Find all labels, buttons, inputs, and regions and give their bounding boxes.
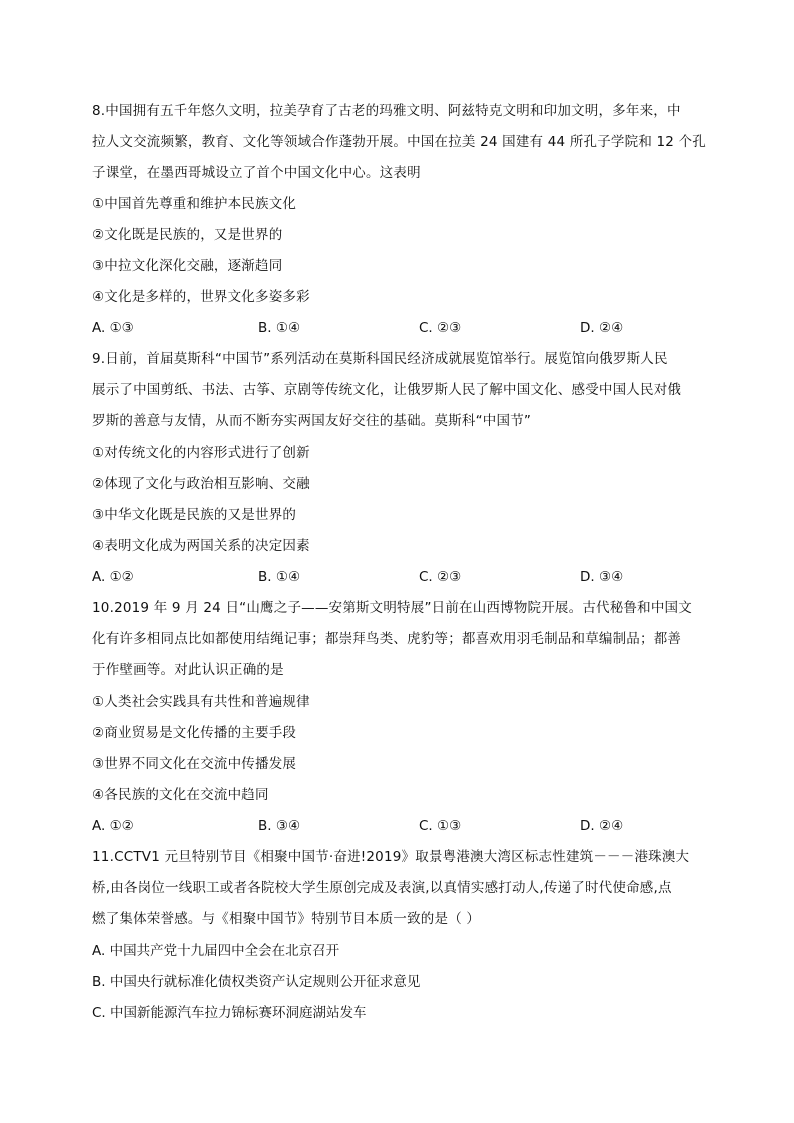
- option-a: A. ①③: [92, 320, 134, 336]
- question-8-statement-3: ③中拉文化深化交融，逐渐趋同: [92, 258, 283, 274]
- question-11-choice-a: A. 中国共产党十九届四中全会在北京召开: [92, 943, 340, 959]
- question-8-stem-line-1: 8.中国拥有五千年悠久文明，拉美孕育了古老的玛雅文明、阿兹特克文明和印加文明，多年来，中: [92, 103, 681, 119]
- question-10-statement-1: ①人类社会实践具有共性和普遍规律: [92, 694, 310, 710]
- question-8-statement-4: ④文化是多样的，世界文化多姿多彩: [92, 289, 310, 305]
- question-10-stem-line-2: 化有许多相同点比如都使用结绳记事；都崇拜鸟类、虎豹等；都喜欢用羽毛制品和草编制品；都善: [92, 631, 682, 647]
- question-9-stem-line-2: 展示了中国剪纸、书法、古筝、京剧等传统文化，让俄罗斯人民了解中国文化、感受中国人民对俄: [92, 382, 682, 398]
- question-8-statement-1: ①中国首先尊重和维护本民族文化: [92, 196, 297, 212]
- question-9-statement-1: ①对传统文化的内容形式进行了创新: [92, 445, 310, 461]
- question-10-options: [92, 816, 712, 836]
- option-c: C. ②③: [419, 320, 462, 336]
- question-10-stem-line-1: 10.2019 年 9 月 24 日“山鹰之子——安第斯文明特展”日前在山西博物院开展。古代秘鲁和中国文: [92, 600, 692, 616]
- question-11-stem-line-2: 桥,由各岗位一线职工或者各院校大学生原创完成及表演,以真情实感打动人,传递了时代使命感,点: [92, 880, 672, 896]
- option-c: C. ②③: [419, 569, 462, 585]
- option-a: A. ①②: [92, 569, 134, 585]
- question-10-stem-line-3: 于作壁画等。对此认识正确的是: [92, 662, 284, 678]
- question-9-stem-line-1: 9.日前，首届莫斯科“中国节”系列活动在莫斯科国民经济成就展览馆举行。展览馆向俄罗斯人民: [92, 351, 668, 367]
- question-8-stem-line-3: 子课堂，在墨西哥城设立了首个中国文化中心。这表明: [92, 165, 421, 181]
- question-10-statement-3: ③世界不同文化在交流中传播发展: [92, 756, 297, 772]
- option-d: D. ③④: [580, 569, 624, 585]
- option-a: A. ①②: [92, 818, 134, 834]
- question-11-stem-line-1: 11.CCTV1 元旦特别节目《相聚中国节·奋进!2019》取景粤港澳大湾区标志性建筑－－－港珠澳大: [92, 849, 690, 865]
- option-c: C. ①③: [419, 818, 462, 834]
- question-9-statement-2: ②体现了文化与政治相互影响、交融: [92, 476, 310, 492]
- question-11-choice-c: C. 中国新能源汽车拉力锦标赛环洞庭湖站发车: [92, 1005, 367, 1021]
- option-b: B. ①④: [258, 320, 301, 336]
- option-d: D. ②④: [580, 320, 624, 336]
- question-9-options: [92, 567, 712, 587]
- question-9-statement-3: ③中华文化既是民族的又是世界的: [92, 507, 297, 523]
- question-11-stem-line-3: 燃了集体荣誉感。与《相聚中国节》特别节目本质一致的是（ ）: [92, 911, 481, 927]
- question-9-stem-line-3: 罗斯的善意与友情，从而不断夯实两国友好交往的基础。莫斯科“中国节”: [92, 413, 532, 429]
- question-11-choice-b: B. 中国央行就标准化债权类资产认定规则公开征求意见: [92, 974, 421, 990]
- question-10-statement-4: ④各民族的文化在交流中趋同: [92, 787, 269, 803]
- question-9-statement-4: ④表明文化成为两国关系的决定因素: [92, 538, 310, 554]
- option-b: B. ①④: [258, 569, 301, 585]
- question-8-statement-2: ②文化既是民族的，又是世界的: [92, 227, 283, 243]
- question-10-statement-2: ②商业贸易是文化传播的主要手段: [92, 725, 297, 741]
- option-b: B. ③④: [258, 818, 301, 834]
- question-8-stem-line-2: 拉人文交流频繁，教育、文化等领域合作蓬勃开展。中国在拉美 24 国建有 44 所孔子学院和 12 个孔: [92, 134, 706, 150]
- option-d: D. ②④: [580, 818, 624, 834]
- question-8-options: [92, 318, 712, 338]
